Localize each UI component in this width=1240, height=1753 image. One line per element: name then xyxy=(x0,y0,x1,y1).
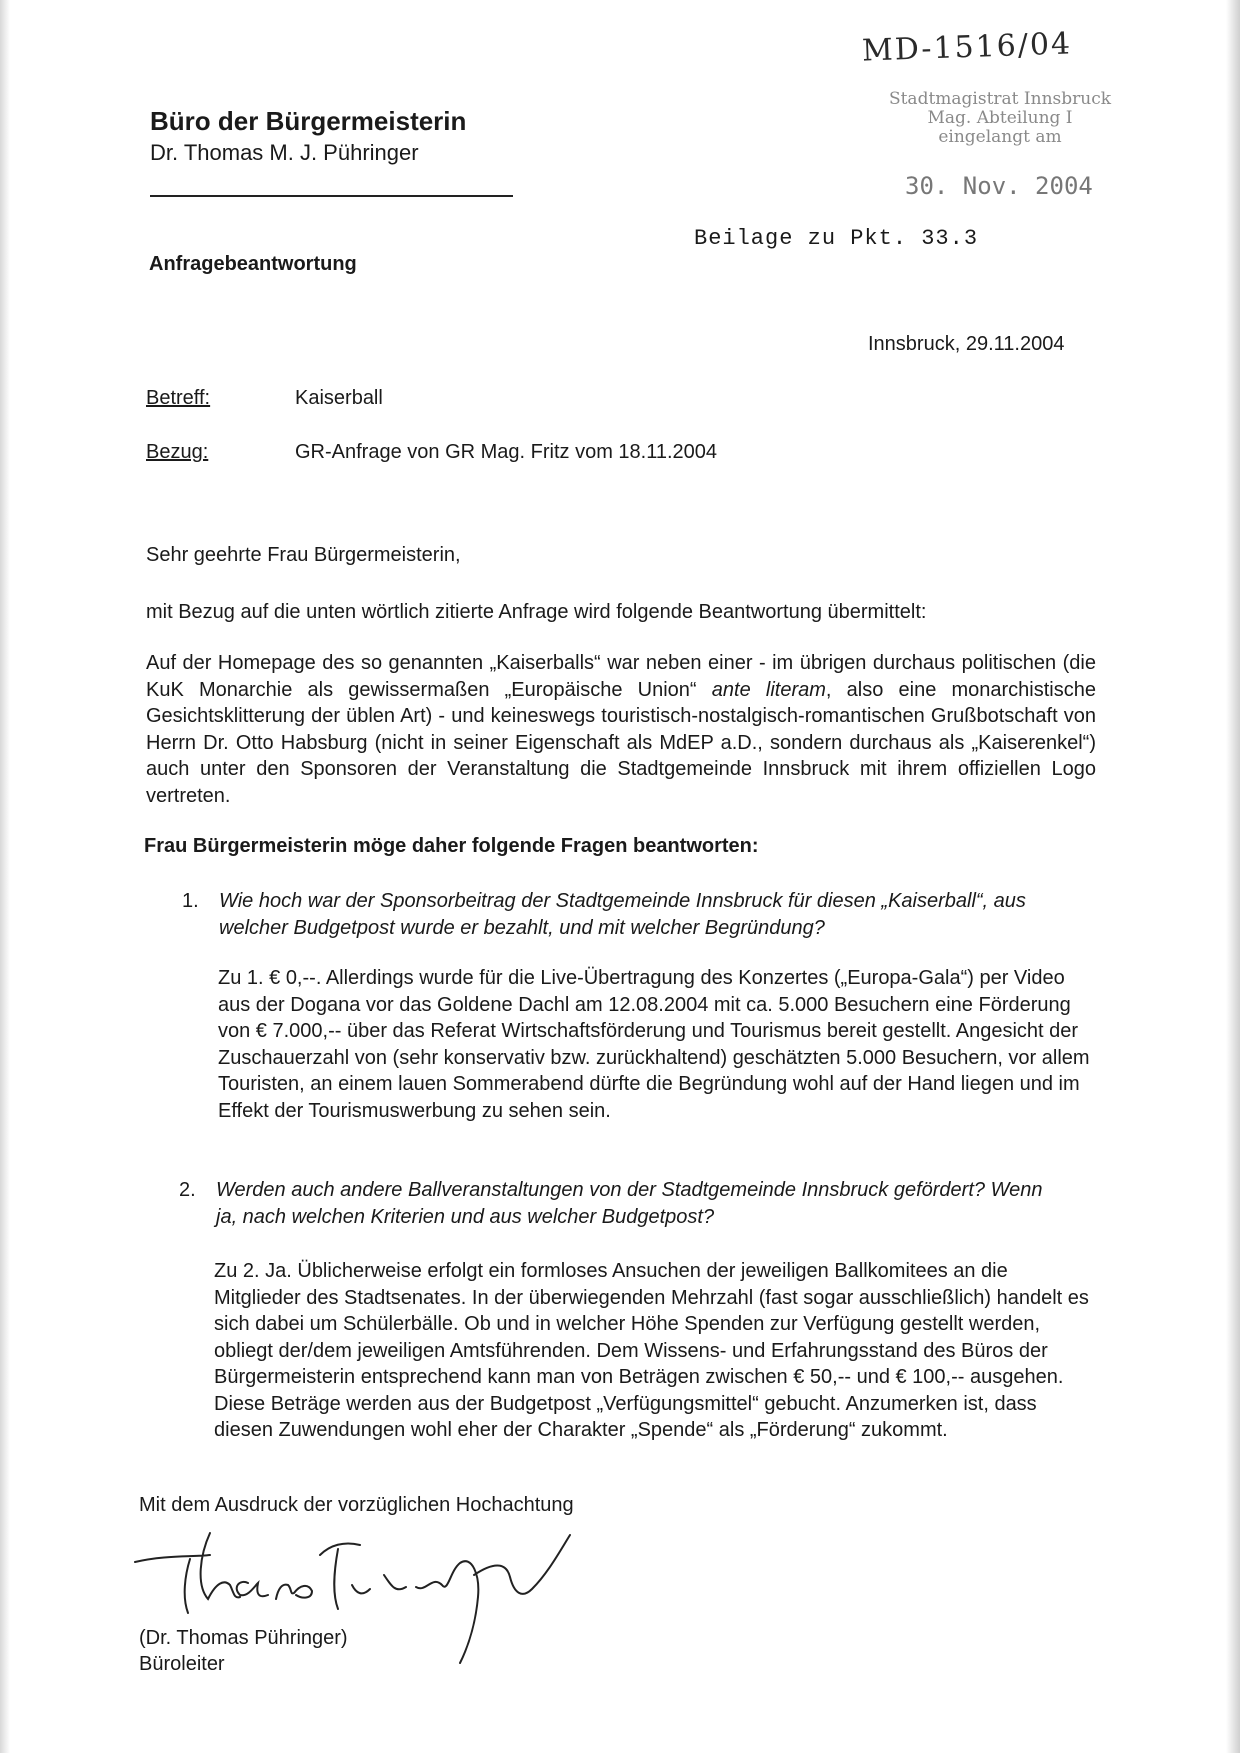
reference-label: Bezug: xyxy=(146,441,209,463)
subject-value: Kaiserball xyxy=(295,387,383,409)
answer-1: Zu 1. € 0,--. Allerdings wurde für die Live-Übertragung des Konzertes („Europa-Gala“) per Video aus der Dogana vor das Goldene Dachl am 12.08.2004 mit ca. 5.000 Besuchern eine Förderung von € 7.000,-- über das Referat Wirtschaftsförderung und Tourismus bereit gestellt. Angesicht der Zuschauerzahl von (sehr konservativ bzw. zurückhaltend) geschätzten 5.000 Besuchern, vor allem Touristen, an einem lauen Sommerabend dürfte die Begründung wohl auf der Hand liegen und im Effekt der Tourismuswerbung zu sehen sein. xyxy=(218,967,1090,1122)
place-date: Innsbruck, 29.11.2004 xyxy=(868,333,1065,355)
scan-left-edge xyxy=(0,0,10,1753)
subject-label: Betreff: xyxy=(146,387,211,409)
question-2-number: 2. xyxy=(179,1179,196,1201)
attachment-reference: Beilage zu Pkt. 33.3 xyxy=(694,226,979,251)
question-1-text: Wie hoch war der Sponsorbeitrag der Stadtgemeinde Innsbruck für diesen „Kaiserball“, aus welcher Budgetpost wurde er bezahlt, und mit welcher Begründung? xyxy=(219,890,1026,939)
questions-heading: Frau Bürgermeisterin möge daher folgende Fragen beantworten: xyxy=(144,835,759,857)
handwritten-file-number: MD-1516/04 xyxy=(861,26,1073,69)
reference-value: GR-Anfrage von GR Mag. Fritz vom 18.11.2004 xyxy=(295,441,718,463)
stamp-line-3: eingelangt am xyxy=(938,127,1062,147)
scan-right-edge xyxy=(1226,0,1240,1753)
answer-2: Zu 2. Ja. Üblicherweise erfolgt ein formloses Ansuchen der jeweiligen Ballkomitees an die Mitglieder des Stadtsenates. In der überwiegenden Mehrzahl (fast sogar ausschließlich) handelt es sich dabei um Schülerbälle. Ob und in welcher Höhe Spenden zur Verfügung gestellt werden, obliegt der/dem jeweiligen Amtsführenden. Dem Wissens- und Erfahrungsstand des Büros der Bürgermeisterin entsprechend kann man von Beträgen zwischen € 50,-- und € 100,-- ausgehen. Diese Beträge werden aus der Budgetpost „Verfügungsmittel“ gebucht. Anzumerken ist, dass diesen Zuwendungen wohl eher der Charakter „Spende“ als „Förderung“ zukommt. xyxy=(214,1260,1089,1441)
closing-greeting: Mit dem Ausdruck der vorzüglichen Hochachtung xyxy=(139,1494,574,1516)
question-2-text: Werden auch andere Ballveranstaltungen von der Stadtgemeinde Innsbruck gefördert? Wenn ja, nach welchen Kriterien und aus welcher Budgetpost? xyxy=(216,1179,1043,1228)
stamp-date: 30. Nov. 2004 xyxy=(905,172,1093,200)
office-person: Dr. Thomas M. J. Pühringer xyxy=(150,140,419,165)
stamp-line-1: Stadtmagistrat Innsbruck xyxy=(888,89,1112,109)
intro-paragraph: mit Bezug auf die unten wörtlich zitierte Anfrage wird folgende Beantwortung übermittelt: xyxy=(146,601,927,623)
signatory-name: (Dr. Thomas Pühringer) xyxy=(139,1627,348,1649)
received-stamp xyxy=(860,90,1140,147)
question-1-number: 1. xyxy=(182,890,199,912)
quoted-inquiry xyxy=(146,650,1096,809)
quote-text-a: Auf der Homepage des so genannten „Kaiserballs“ war neben einer - im übrigen durchaus politischen (die KuK Monarchie als gewissermaßen „Europäische Union“ xyxy=(146,652,1096,701)
salutation: Sehr geehrte Frau Bürgermeisterin, xyxy=(146,544,461,566)
header-divider xyxy=(150,195,513,197)
quote-text-b: , also eine monarchistische Gesichtsklitterung der üblen Art) - und keineswegs touristisch-nostalgisch-romantischen Grußbotschaft von Herrn Dr. Otto Habsburg (nicht in seiner Eigenschaft als MdEP a.D., sondern durchaus als „Kaiserenkel“) auch unter den Sponsoren der Veranstaltung die Stadtgemeinde Innsbruck mit ihrem offiziellen Logo vertreten. xyxy=(146,678,1096,807)
document-type: Anfragebeantwortung xyxy=(149,253,357,275)
signatory-role: Büroleiter xyxy=(139,1653,225,1675)
office-title: Büro der Bürgermeisterin xyxy=(150,106,467,136)
quote-text-italic: ante literam xyxy=(711,678,826,701)
stamp-line-2: Mag. Abteilung I xyxy=(927,108,1073,128)
